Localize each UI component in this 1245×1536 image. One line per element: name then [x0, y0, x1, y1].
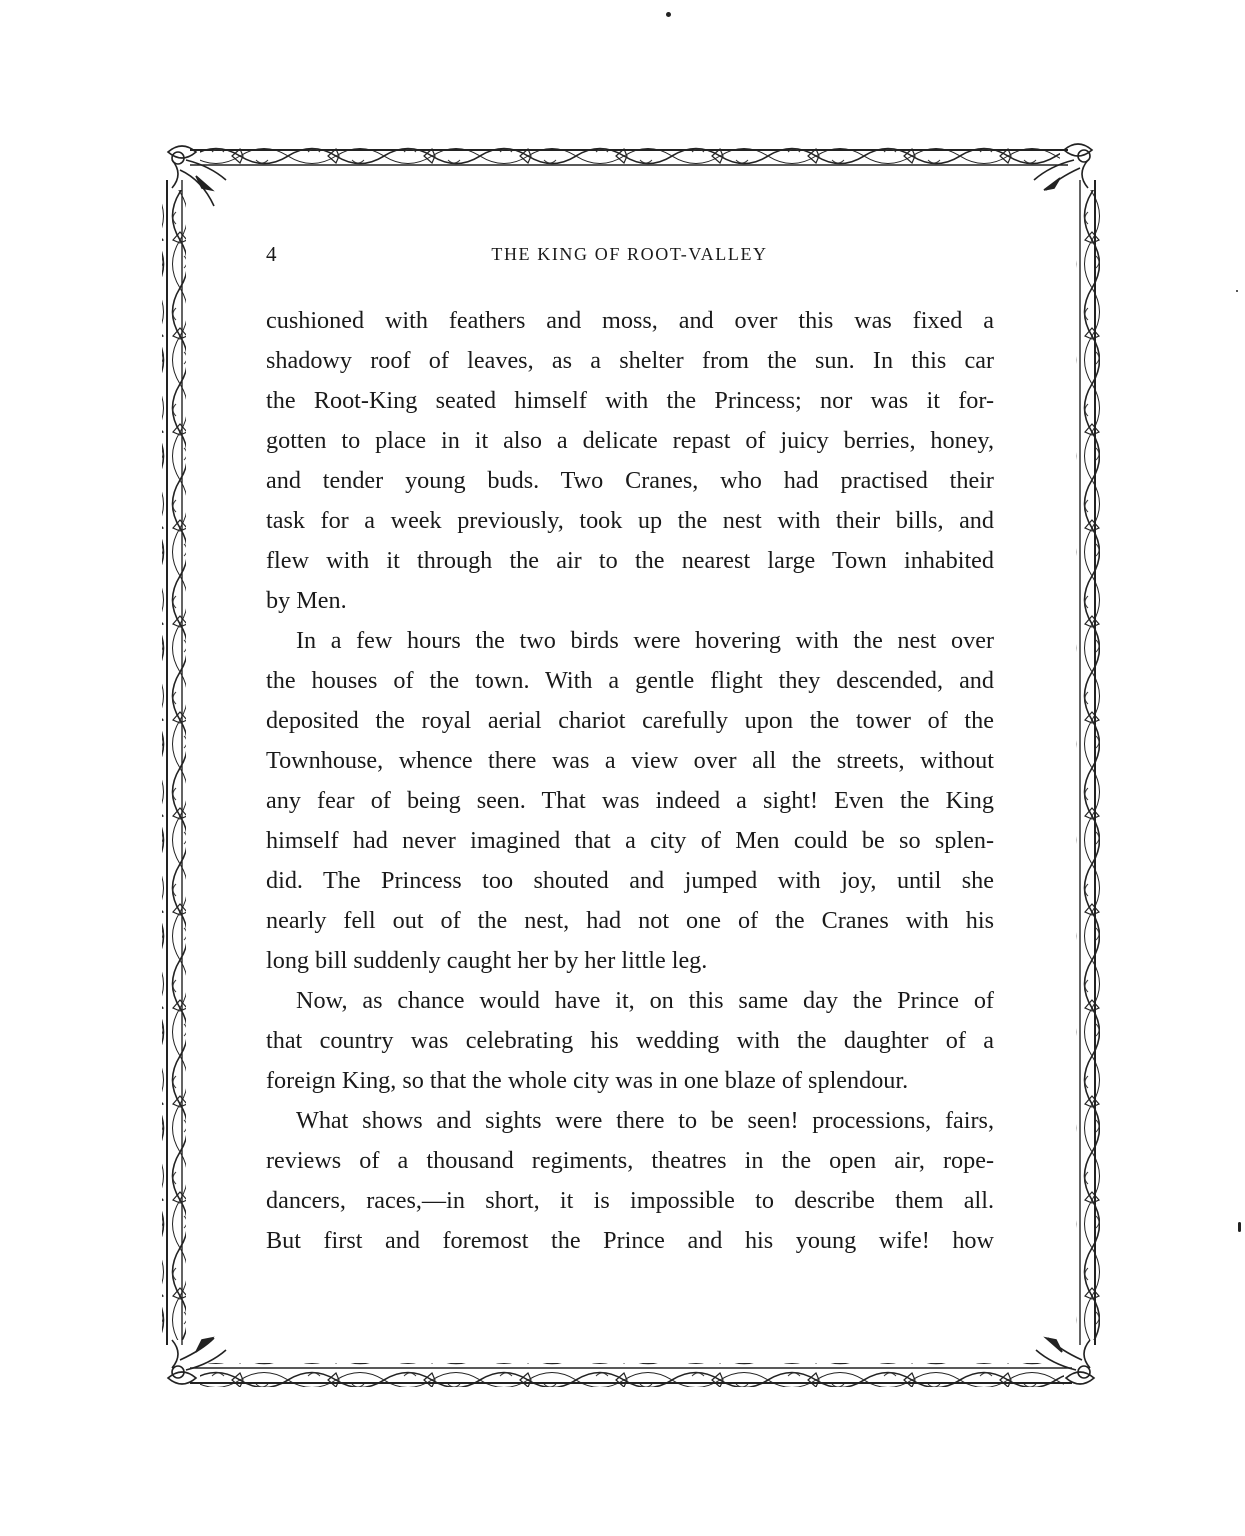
border-bottom [190, 1363, 1072, 1387]
text-line: shadowy roof of leaves, as a shelter from the sun. In this car [266, 347, 994, 374]
body-text [266, 301, 994, 1261]
scan-speck [666, 12, 671, 17]
border-left [162, 180, 186, 1345]
text-line: But first and foremost the Prince and his young wife! how [266, 1227, 994, 1254]
page-number: 4 [266, 242, 278, 266]
text-line: did. The Princess too shouted and jumped with joy, until she [266, 867, 994, 894]
scan-speck [1236, 290, 1238, 292]
border-right [1076, 180, 1100, 1345]
text-line: deposited the royal aerial chariot carefully upon the tower of the [266, 707, 994, 734]
text-line: any fear of being seen. That was indeed a sight! Even the King [266, 787, 994, 814]
text-line: the houses of the town. With a gentle flight they descended, and [266, 667, 994, 694]
text-line: flew with it through the air to the nearest large Town inhabited [266, 547, 994, 574]
text-line: task for a week previously, took up the nest with their bills, and [266, 507, 994, 534]
text-line: that country was celebrating his wedding with the daughter of a [266, 1027, 994, 1054]
running-title: THE KING OF ROOT-VALLEY [491, 244, 768, 264]
text-line: Now, as chance would have it, on this same day the Prince of [296, 987, 994, 1014]
text-line: by Men. [266, 587, 347, 614]
text-line: dancers, races,—in short, it is impossible to describe them all. [266, 1187, 994, 1214]
text-line: cushioned with feathers and moss, and over this was fixed a [266, 307, 994, 334]
text-line: nearly fell out of the nest, had not one of the Cranes with his [266, 907, 994, 934]
text-line: gotten to place in it also a delicate repast of juicy berries, honey, [266, 427, 994, 454]
text-line: reviews of a thousand regiments, theatres in the open air, rope- [266, 1147, 994, 1174]
text-line: In a few hours the two birds were hovering with the nest over [296, 627, 994, 654]
text-line: long bill suddenly caught her by her little leg. [266, 947, 708, 974]
text-line: the Root-King seated himself with the Princess; nor was it for- [266, 387, 994, 414]
text-line: and tender young buds. Two Cranes, who had practised their [266, 467, 994, 494]
border-top [190, 145, 1068, 169]
text-line: Townhouse, whence there was a view over all the streets, without [266, 747, 994, 774]
scan-speck [1238, 1222, 1241, 1232]
text-line: What shows and sights were there to be seen! processions, fairs, [296, 1107, 994, 1134]
text-line: foreign King, so that the whole city was in one blaze of splendour. [266, 1067, 909, 1094]
running-head [262, 242, 997, 272]
text-line: himself had never imagined that a city of Men could be so splen- [266, 827, 994, 854]
